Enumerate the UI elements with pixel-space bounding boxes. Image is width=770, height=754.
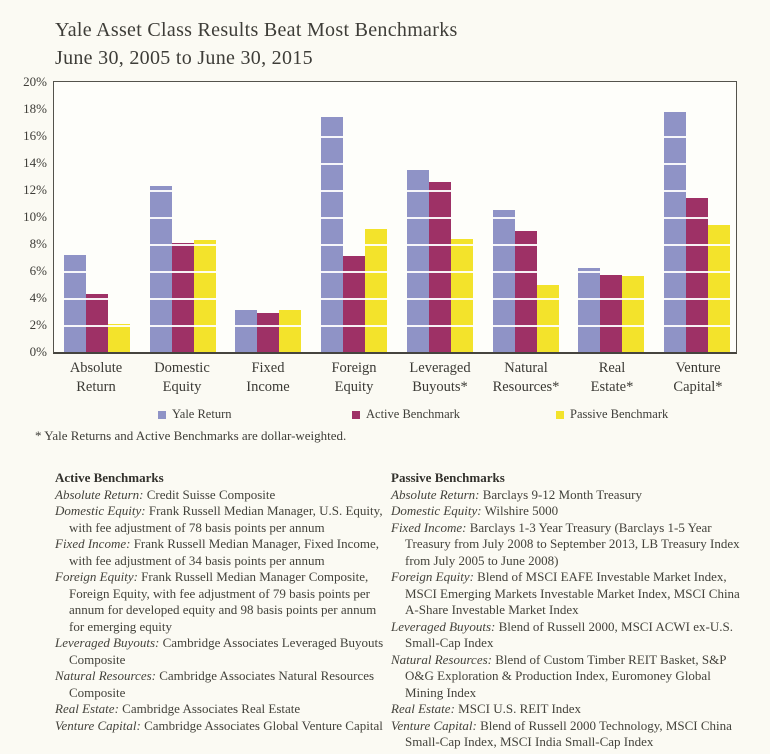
- bar-passive-benchmark: [451, 239, 473, 352]
- x-category-label-fixed-income: Fixed Income: [246, 360, 290, 395]
- bar-yale-return: [150, 186, 172, 352]
- y-tick-label: 6%: [29, 263, 47, 278]
- bar-group-natural-resources: [493, 82, 559, 352]
- x-category-cell: [149, 359, 215, 397]
- bar-group-real-estate: [578, 82, 644, 352]
- benchmark-entry: [55, 635, 387, 668]
- benchmark-label: Domestic Equity:: [391, 503, 482, 518]
- benchmark-text: Cambridge Associates Global Venture Capital: [144, 717, 383, 733]
- benchmark-text: Wilshire 5000: [484, 503, 559, 518]
- benchmark-entry: [391, 503, 749, 520]
- y-tick-label: 4%: [29, 290, 47, 305]
- benchmark-label: Absolute Return:: [55, 486, 144, 502]
- benchmark-text: Blend of MSCI EAFE Investable Market Index, MSCI Emerging Markets Investable Market Index, MSCI China A-Share Investable Market Index: [405, 569, 740, 617]
- bar-active-benchmark: [686, 198, 708, 352]
- passive-benchmarks-heading: Passive Benchmarks: [391, 470, 505, 485]
- benchmark-label: Natural Resources:: [55, 668, 156, 683]
- benchmark-entry: [391, 619, 749, 652]
- benchmark-label: Real Estate:: [55, 701, 119, 716]
- benchmark-text: Cambridge Associates Leveraged Buyouts Composite: [69, 635, 384, 667]
- benchmark-label: Domestic Equity:: [55, 503, 146, 518]
- y-tick-label: 2%: [29, 317, 47, 332]
- benchmark-text: Frank Russell Median Manager, Fixed Income, with fee adjustment of 34 basis points per annum: [69, 536, 380, 568]
- legend-label: Passive Benchmark: [570, 407, 669, 421]
- x-category-label-venture-capital: Venture Capital*: [673, 360, 723, 395]
- benchmark-text: Credit Suisse Composite: [146, 486, 276, 502]
- x-category-label-absolute-return: Absolute Return: [69, 360, 123, 395]
- bar-yale-return: [321, 117, 343, 352]
- bar-active-benchmark: [343, 256, 365, 352]
- x-category-label-natural-resources: Natural Resources*: [492, 360, 560, 395]
- chart-title: Yale Asset Class Results Beat Most Benchmarks: [55, 19, 458, 41]
- benchmark-label: Fixed Income:: [391, 519, 467, 535]
- benchmark-entry: [55, 503, 387, 536]
- y-axis: [0, 74, 47, 359]
- passive-benchmarks-column: [391, 470, 749, 751]
- bar-group-fixed-income: [235, 82, 301, 352]
- bar-yale-return: [578, 268, 600, 352]
- benchmark-text: Blend of Custom Timber REIT Basket, S&P O&G Exploration & Production Index, Euromoney Global Mining Index: [405, 651, 727, 700]
- legend-swatch-icon: [556, 411, 564, 419]
- bar-active-benchmark: [257, 313, 279, 352]
- x-category-label-foreign-equity: Foreign Equity: [331, 360, 377, 395]
- x-category-cell: [235, 359, 301, 397]
- benchmark-text: MSCI U.S. REIT Index: [458, 701, 582, 716]
- benchmark-entry: [55, 718, 387, 735]
- benchmark-entry: [391, 569, 749, 619]
- benchmark-entry: [391, 718, 749, 751]
- x-category-cell: [493, 359, 559, 397]
- benchmark-text: Barclays 1-3 Year Treasury (Barclays 1-5 Year Treasury from July 2008 to September 2013, LB Treasury Index from July 2005 to June 2008): [405, 519, 740, 568]
- x-category-cell: [665, 359, 731, 397]
- y-tick-label: 16%: [23, 128, 47, 143]
- benchmark-entry: [391, 701, 749, 718]
- bar-active-benchmark: [172, 243, 194, 352]
- benchmark-text: Barclays 9-12 Month Treasury: [482, 486, 642, 502]
- benchmark-entry: [55, 668, 387, 701]
- benchmark-text: Blend of Russell 2000, MSCI ACWI ex-U.S. Small-Cap Index: [405, 618, 733, 650]
- x-category-label-domestic-equity: Domestic Equity: [154, 360, 210, 395]
- legend-swatch-icon: [158, 411, 166, 419]
- bar-yale-return: [235, 310, 257, 352]
- y-tick-label: 0%: [29, 344, 47, 359]
- bar-group-foreign-equity: [321, 82, 387, 352]
- y-tick-label: 12%: [23, 182, 47, 197]
- bar-yale-return: [407, 170, 429, 352]
- bar-passive-benchmark: [108, 324, 130, 352]
- benchmark-text: Frank Russell Median Manager Composite, Foreign Equity, with fee adjustment of 79 basis points per annum for developed equity and 98 basis points per annum for emerging equity: [69, 569, 377, 634]
- bar-active-benchmark: [86, 294, 108, 352]
- benchmark-label: Natural Resources:: [391, 651, 492, 667]
- benchmark-label: Venture Capital:: [55, 717, 141, 733]
- legend-item-yale-return: [158, 407, 232, 422]
- benchmark-label: Fixed Income:: [55, 536, 131, 551]
- benchmark-label: Venture Capital:: [391, 717, 477, 733]
- benchmark-entry: [55, 487, 387, 504]
- x-category-cell: [407, 359, 473, 397]
- bar-passive-benchmark: [537, 285, 559, 353]
- bar-yale-return: [64, 255, 86, 352]
- benchmark-entry: [391, 652, 749, 702]
- x-category-cell: [321, 359, 387, 397]
- chart-title-block: [55, 16, 458, 72]
- bar-group-venture-capital: [664, 82, 730, 352]
- benchmark-entry: [55, 569, 387, 635]
- legend-item-passive-benchmark: [556, 407, 668, 422]
- benchmark-label: Foreign Equity:: [391, 569, 474, 584]
- bar-group-domestic-equity: [150, 82, 216, 352]
- y-tick-label: 18%: [23, 101, 47, 116]
- benchmark-text: Cambridge Associates Real Estate: [122, 701, 301, 716]
- benchmark-entry: [55, 536, 387, 569]
- benchmark-text: Blend of Russell 2000 Technology, MSCI China Small-Cap Index, MSCI India Small-Cap Index: [405, 717, 732, 749]
- bar-yale-return: [493, 210, 515, 352]
- legend-label: Yale Return: [172, 407, 232, 421]
- benchmark-entry: [391, 487, 749, 504]
- bar-yale-return: [664, 112, 686, 352]
- benchmark-label: Leveraged Buyouts:: [391, 618, 496, 634]
- y-tick-label: 8%: [29, 236, 47, 251]
- active-benchmarks-heading: Active Benchmarks: [55, 470, 164, 485]
- x-category-label-real-estate: Real Estate*: [590, 360, 634, 395]
- bar-active-benchmark: [600, 275, 622, 352]
- active-benchmarks-column: [55, 470, 387, 734]
- bar-passive-benchmark: [622, 276, 644, 352]
- legend-item-active-benchmark: [352, 407, 460, 422]
- benchmark-label: Absolute Return:: [391, 486, 480, 502]
- bar-group-leveraged-buyouts: [407, 82, 473, 352]
- x-category-cell: [579, 359, 645, 397]
- bar-passive-benchmark: [365, 229, 387, 352]
- benchmark-entry: [391, 520, 749, 570]
- bar-active-benchmark: [429, 182, 451, 352]
- y-tick-label: 10%: [23, 209, 47, 224]
- plot-area: [53, 81, 737, 354]
- x-axis: [53, 359, 737, 397]
- chart-footnote: * Yale Returns and Active Benchmarks are dollar-weighted.: [35, 428, 347, 443]
- bar-passive-benchmark: [194, 240, 216, 352]
- benchmark-entry: [55, 701, 387, 718]
- bar-group-absolute-return: [64, 82, 130, 352]
- legend-label: Active Benchmark: [366, 407, 461, 421]
- benchmark-label: Leveraged Buyouts:: [55, 635, 160, 650]
- legend-swatch-icon: [352, 411, 360, 419]
- y-tick-label: 20%: [23, 74, 47, 89]
- benchmark-text: Cambridge Associates Natural Resources Composite: [69, 668, 375, 700]
- benchmark-label: Real Estate:: [391, 701, 455, 716]
- benchmark-label: Foreign Equity:: [55, 569, 138, 584]
- x-category-cell: [63, 359, 129, 397]
- chart-subtitle: June 30, 2005 to June 30, 2015: [55, 47, 313, 69]
- benchmark-text: Frank Russell Median Manager, U.S. Equity, with fee adjustment of 78 basis points per annum: [69, 503, 383, 535]
- x-category-label-leveraged-buyouts: Leveraged Buyouts*: [409, 360, 471, 395]
- bar-passive-benchmark: [708, 225, 730, 352]
- bar-passive-benchmark: [279, 310, 301, 352]
- y-tick-label: 14%: [23, 155, 47, 170]
- bar-active-benchmark: [515, 231, 537, 353]
